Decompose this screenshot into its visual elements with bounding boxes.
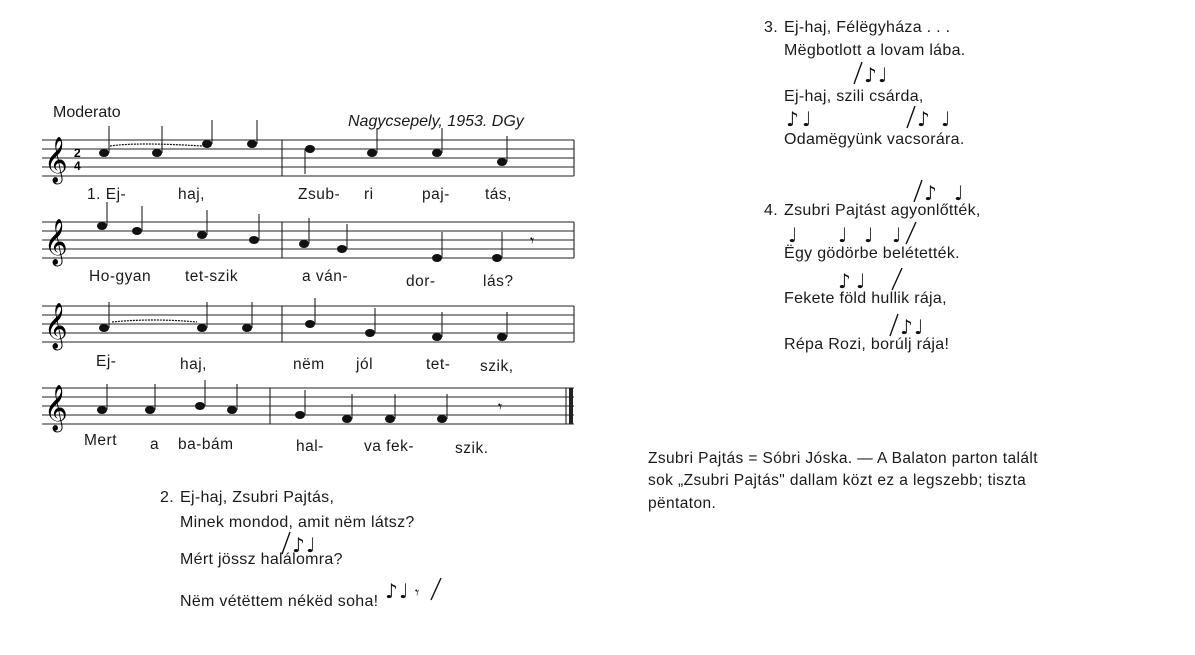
lyric-syllable: Ej- bbox=[96, 353, 117, 370]
rhythm-annotation bbox=[788, 218, 928, 248]
verse-line: Nëm vétëttem nékëd soha! bbox=[180, 593, 379, 610]
lyric-syllable: lás? bbox=[483, 273, 514, 290]
verse-number: 3. bbox=[764, 19, 778, 36]
svg-text:𝄾: 𝄾 bbox=[498, 399, 503, 416]
lyric-syllable: tet-szik bbox=[185, 268, 239, 285]
rhythm-annotation bbox=[838, 264, 918, 294]
verse-line: Ej-haj, Zsubri Pajtás, bbox=[180, 489, 335, 506]
quarter-note-icon: ♩ bbox=[306, 533, 316, 557]
lyric-syllable: va fek- bbox=[364, 438, 415, 455]
lyric-syllable: a bbox=[150, 436, 160, 453]
rhythm-annotation bbox=[385, 574, 465, 604]
rhythm-annotation bbox=[852, 58, 912, 88]
quarter-note-icon: ♩ bbox=[878, 63, 888, 87]
rhythm-annotation bbox=[786, 102, 836, 132]
lyric-syllable: szik. bbox=[455, 440, 489, 457]
lyric-syllable: tás, bbox=[485, 186, 512, 203]
verse-line: Fekete föld hullik rája, bbox=[784, 290, 947, 307]
lyric-syllable: dor- bbox=[406, 273, 436, 290]
verse-line: Mëgbotlott a lovam lába. bbox=[784, 42, 966, 59]
rhythm-annotation bbox=[280, 528, 360, 558]
svg-text:𝄞: 𝄞 bbox=[44, 303, 68, 349]
staff-1 bbox=[42, 120, 574, 185]
rhythm-annotation bbox=[912, 176, 982, 206]
verse-line: Ej-haj, Félëgyháza . . . bbox=[784, 19, 951, 36]
lyric-syllable: ri bbox=[364, 186, 374, 203]
quarter-note-icon: ♩ bbox=[788, 223, 798, 247]
lyric-syllable: hal- bbox=[296, 438, 324, 455]
svg-text:𝄞: 𝄞 bbox=[44, 219, 68, 265]
quarter-note-icon: ♩ bbox=[914, 315, 924, 339]
eighth-note-icon: ♪ bbox=[838, 269, 851, 293]
quarter-note-icon: ♩ bbox=[954, 181, 964, 205]
verse-line: Mért jössz halálomra? bbox=[180, 551, 343, 568]
staff-3 bbox=[42, 298, 574, 351]
eighth-note-icon: ♪ bbox=[900, 315, 913, 339]
eighth-note-icon: ♪ bbox=[924, 181, 937, 205]
footnote-line: Zsubri Pajtás = Sóbri Jóska. — A Balaton parton talált bbox=[648, 450, 1038, 467]
verse-line: Minek mondod, amit nëm látsz? bbox=[180, 514, 415, 531]
lyric-syllable: ba-bám bbox=[178, 436, 234, 453]
quarter-note-icon: ♩ bbox=[399, 579, 409, 603]
quarter-note-icon: ♩ bbox=[856, 269, 866, 293]
staff-4 bbox=[42, 380, 574, 433]
quarter-note-icon: ♩ bbox=[892, 223, 902, 247]
lyric-syllable: nëm bbox=[293, 356, 325, 373]
svg-text:4: 4 bbox=[74, 159, 81, 173]
footnote-line: sok „Zsubri Pajtás" dallam közt ez a legszebb; tiszta bbox=[648, 472, 1027, 489]
lyric-syllable: Mert bbox=[84, 432, 117, 449]
lyric-syllable: jól bbox=[356, 356, 374, 373]
staff-2 bbox=[42, 202, 574, 267]
verse-line: Répa Rozi, borúlj rája! bbox=[784, 336, 950, 353]
rhythm-annotation bbox=[888, 310, 948, 340]
svg-text:𝄾: 𝄾 bbox=[530, 233, 535, 250]
quarter-note-icon: ♩ bbox=[838, 223, 848, 247]
verse-line: Zsubri Pajtást agyonlőtték, bbox=[784, 202, 981, 219]
lyric-syllable: Ho-gyan bbox=[89, 268, 152, 285]
rhythm-annotation bbox=[905, 102, 965, 132]
lyric-syllable: haj, bbox=[178, 186, 205, 203]
eighth-note-icon: ♪ bbox=[292, 533, 305, 557]
lyric-syllable: tet- bbox=[426, 356, 451, 373]
song-source: Nagycsepely, 1953. DGy bbox=[348, 113, 524, 130]
svg-text:2: 2 bbox=[74, 146, 81, 160]
tempo-marking: Moderato bbox=[53, 104, 121, 121]
music-score bbox=[42, 130, 602, 470]
lyric-syllable: paj- bbox=[422, 186, 450, 203]
quarter-note-icon: ♩ bbox=[941, 107, 951, 131]
eighth-note-icon: ♪ bbox=[864, 63, 877, 87]
eighth-note-icon: ♪ bbox=[917, 107, 930, 131]
quarter-note-icon: ♩ bbox=[864, 223, 874, 247]
svg-text:𝄞: 𝄞 bbox=[44, 385, 68, 431]
eighth-note-icon: ♪ bbox=[385, 579, 398, 603]
lyric-syllable: Zsub- bbox=[298, 186, 341, 203]
verse-number: 2. bbox=[160, 489, 174, 506]
lyric-syllable: 1. Ej- bbox=[87, 186, 127, 203]
quarter-note-icon: ♩ bbox=[802, 107, 812, 131]
lyric-syllable: a ván- bbox=[302, 268, 349, 285]
rest-icon: 𝄾 bbox=[415, 583, 420, 602]
svg-text:𝄞: 𝄞 bbox=[44, 137, 68, 183]
verse-line: Odamëgyünk vacsorára. bbox=[784, 131, 965, 148]
eighth-note-icon: ♪ bbox=[786, 107, 799, 131]
verse-line: Ëgy gödörbe belétették. bbox=[784, 245, 960, 262]
verse-number: 4. bbox=[764, 202, 778, 219]
lyric-syllable: haj, bbox=[180, 356, 207, 373]
verse-line: Ej-haj, szili csárda, bbox=[784, 88, 924, 105]
lyric-syllable: szik, bbox=[480, 358, 514, 375]
footnote-line: pëntaton. bbox=[648, 495, 717, 512]
